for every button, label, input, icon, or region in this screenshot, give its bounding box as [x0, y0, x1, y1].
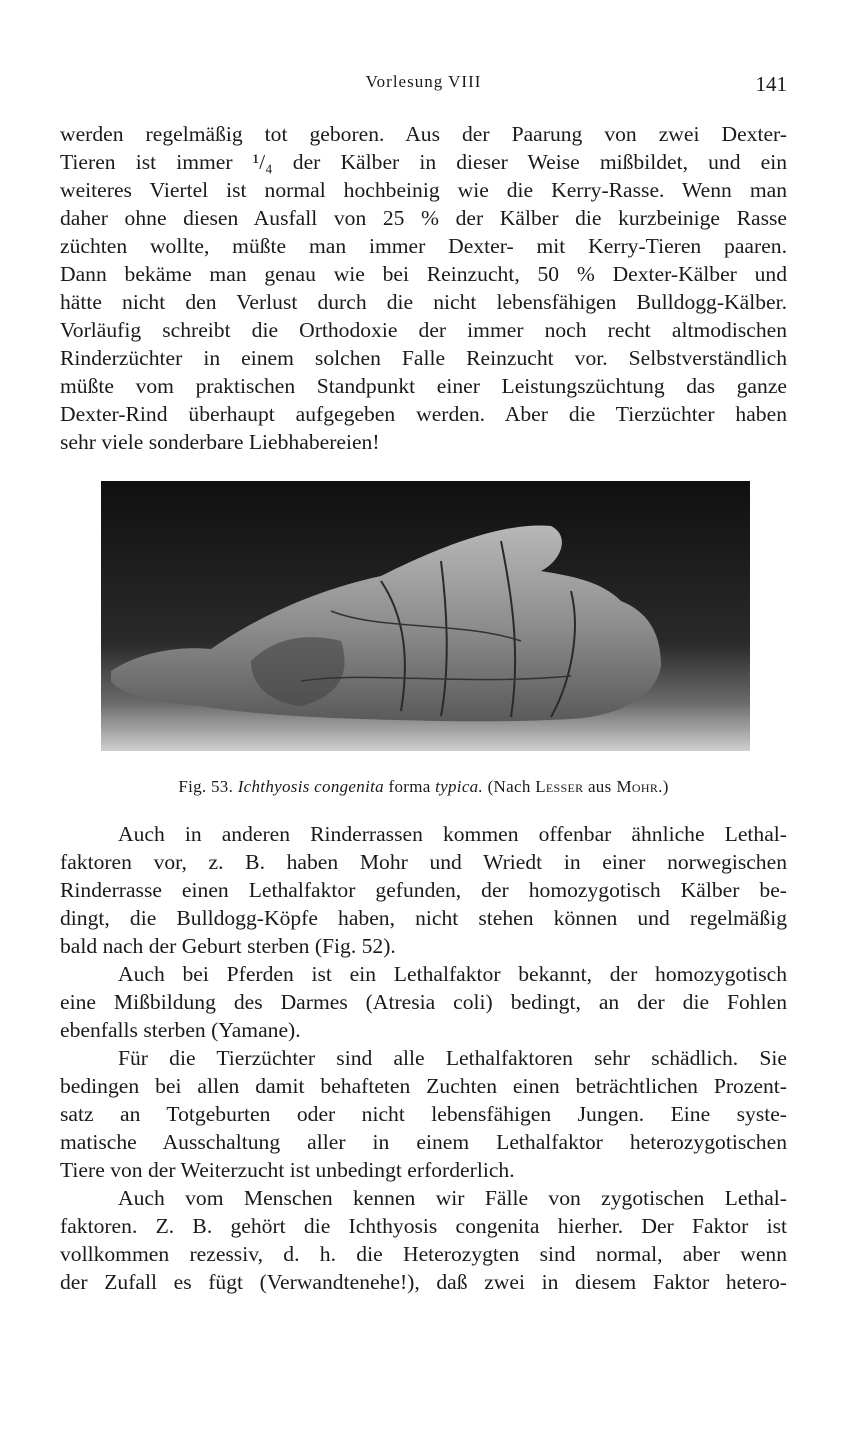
- page-header: [60, 72, 787, 102]
- text-line: Für die Tierzüchter sind alle Lethalfaktoren sehr schädlich. Sie: [118, 1046, 787, 1070]
- text-line: hätte nicht den Verlust durch die nicht lebensfähigen Bulldogg-Kälber.: [60, 290, 787, 314]
- text-line: matische Ausschaltung aller in einem Lethalfaktor heterozygotischen: [60, 1130, 787, 1154]
- page-number: 141: [755, 72, 787, 96]
- text-line: faktoren vor, z. B. haben Mohr und Wriedt in einer norwegischen: [60, 850, 787, 874]
- figure-photograph: [101, 481, 750, 751]
- caption-source-prefix: (Nach: [487, 777, 531, 796]
- caption-author: Mohr: [616, 777, 659, 796]
- figure-drawing: [101, 481, 750, 751]
- text-line: weiteres Viertel ist normal hochbeinig wie die Kerry-Rasse. Wenn man: [60, 178, 787, 202]
- text-line: der Zufall es fügt (Verwandtenehe!), daß zwei in diesem Faktor hetero-: [60, 1270, 787, 1294]
- text-line: ebenfalls sterben (Yamane).: [60, 1018, 301, 1042]
- text-line: Tieren ist immer ¹/₄ der Kälber in dieser Weise mißbildet, und ein: [60, 150, 787, 174]
- text-line: sehr viele sonderbare Liebhabereien!: [60, 430, 380, 454]
- text-line: Auch vom Menschen kennen wir Fälle von zygotischen Lethal-: [118, 1186, 787, 1210]
- text-line: züchten wollte, müßte man immer Dexter- mit Kerry-Tieren paaren.: [60, 234, 787, 258]
- text-line: müßte vom praktischen Standpunkt einer Leistungszüchtung das ganze: [60, 374, 787, 398]
- paragraph-4: [60, 1044, 787, 1184]
- paragraph-3: [60, 960, 787, 1044]
- text-line: Auch bei Pferden ist ein Lethalfaktor bekannt, der homozygotisch: [118, 962, 787, 986]
- figure-label: Fig. 53.: [178, 777, 234, 796]
- text-line: werden regelmäßig tot geboren. Aus der Paarung von zwei Dexter-: [60, 122, 787, 146]
- caption-author: Lesser: [535, 777, 584, 796]
- text-line: Dann bekäme man genau wie bei Reinzucht, 50 % Dexter-Kälber und: [60, 262, 787, 286]
- text-line: Rinderzüchter in einem solchen Falle Reinzucht vor. Selbstverständlich: [60, 346, 787, 370]
- caption-source-suffix: .): [658, 777, 669, 796]
- figure-caption: [60, 777, 787, 797]
- text-line: Rinderrasse einen Lethalfaktor gefunden, der homozygotisch Kälber be-: [60, 878, 787, 902]
- paragraph-2: [60, 820, 787, 960]
- text-line: satz an Totgeburten oder nicht lebensfähigen Jungen. Eine syste-: [60, 1102, 787, 1126]
- caption-italic-title: Ichthyosis congenita: [237, 777, 384, 796]
- caption-source-mid: aus: [587, 777, 612, 796]
- paragraph-1: [60, 120, 787, 456]
- running-title: Vorlesung VIII: [365, 72, 482, 91]
- caption-italic-title2: typica.: [435, 777, 484, 796]
- text-line: dingt, die Bulldogg-Köpfe haben, nicht stehen können und regelmäßig: [60, 906, 787, 930]
- caption-text: forma: [388, 777, 431, 796]
- text-line: bedingen bei allen damit behafteten Zuchten einen beträchtlichen Prozent-: [60, 1074, 787, 1098]
- text-line: bald nach der Geburt sterben (Fig. 52).: [60, 934, 396, 958]
- text-line: vollkommen rezessiv, d. h. die Heterozygten sind normal, aber wenn: [60, 1242, 787, 1266]
- text-line: Tiere von der Weiterzucht ist unbedingt erforderlich.: [60, 1158, 515, 1182]
- text-line: eine Mißbildung des Darmes (Atresia coli) bedingt, an der die Fohlen: [60, 990, 787, 1014]
- text-line: Vorläufig schreibt die Orthodoxie der immer noch recht altmodischen: [60, 318, 787, 342]
- text-line: Dexter-Rind überhaupt aufgegeben werden. Aber die Tierzüchter haben: [60, 402, 787, 426]
- paragraph-5: [60, 1184, 787, 1296]
- text-line: daher ohne diesen Ausfall von 25 % der Kälber die kurzbeinige Rasse: [60, 206, 787, 230]
- text-line: faktoren. Z. B. gehört die Ichthyosis congenita hierher. Der Faktor ist: [60, 1214, 787, 1238]
- text-line: Auch in anderen Rinderrassen kommen offenbar ähnliche Lethal-: [118, 822, 787, 846]
